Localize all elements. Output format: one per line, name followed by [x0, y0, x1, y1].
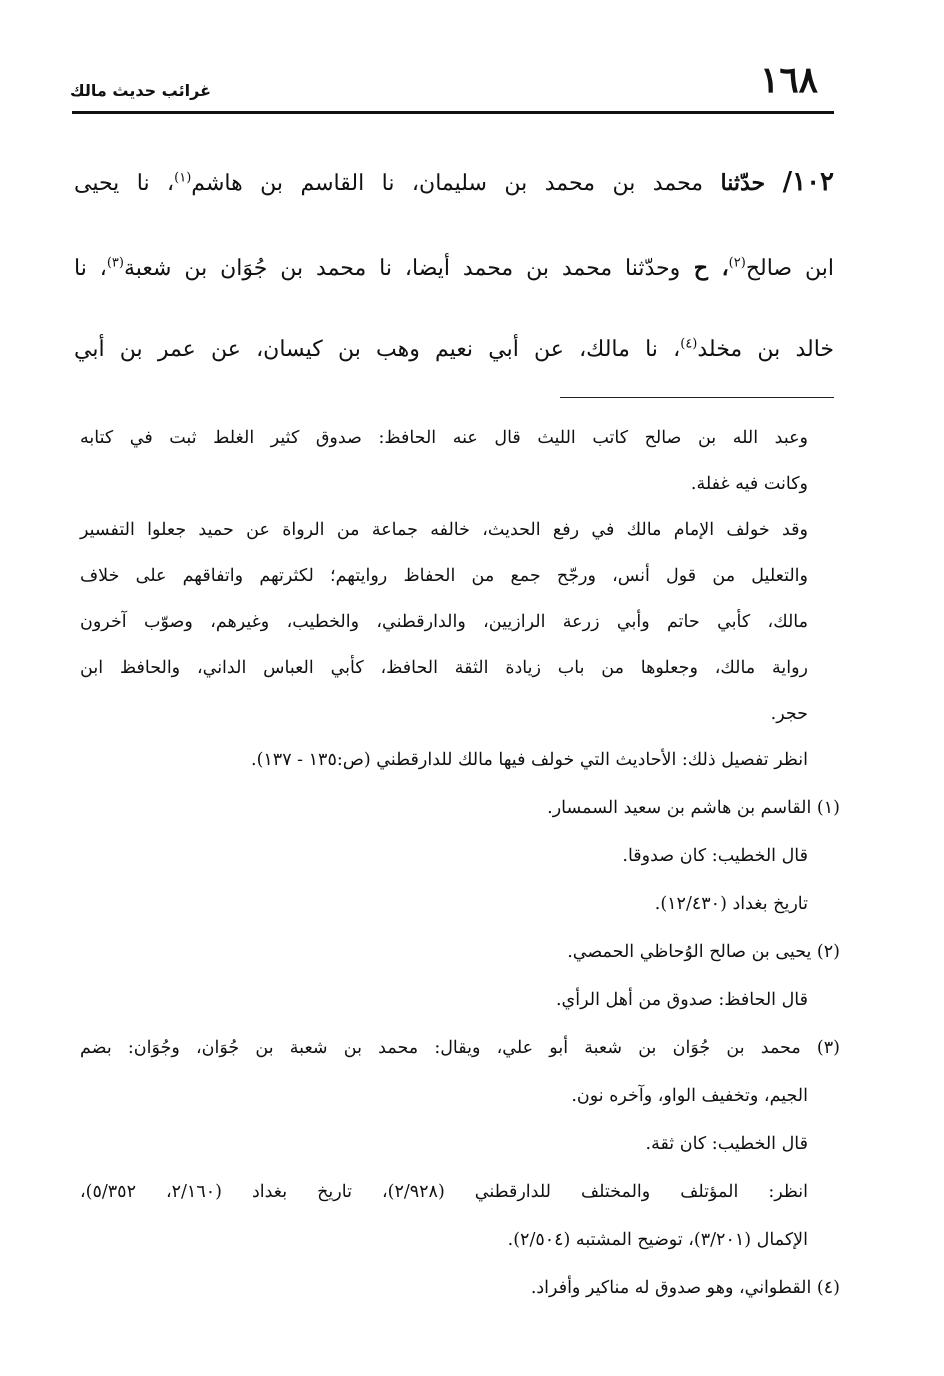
hadith-narration-verb: حدّثنا	[720, 170, 766, 196]
hadith-text: ، نا	[74, 256, 107, 281]
hadith-line-3	[74, 330, 834, 370]
footnote-line: قال الخطيب: كان صدوقا.	[622, 846, 808, 866]
hadith-text: خالد بن مخلد	[697, 337, 834, 362]
footnote-4: (٤) القطواني، وهو صدوق له مناكير وأفراد.	[530, 1278, 840, 1298]
footnote-2: (٢) يحيى بن صالح الوُحاظي الحمصي.	[567, 942, 840, 962]
hadith-text: وحدّثنا محمد بن محمد أيضا، نا محمد بن جُوَان بن شعبة	[123, 256, 681, 281]
footnote-line: الإكمال (٣/٢٠١)، توضيح المشتبه (٢/٥٠٤).	[507, 1230, 808, 1250]
footnote-ref: (٣)	[106, 255, 124, 271]
footnote-line: وكانت فيه غفلة.	[690, 474, 808, 494]
hadith-line-2	[74, 248, 834, 288]
tahwil-mark: ، ح	[680, 255, 729, 281]
footnote-line: انظر تفصيل ذلك: الأحاديث التي خولف فيها مالك للدارقطني (ص:١٣٥ - ١٣٧).	[251, 750, 808, 770]
hadith-text: ، نا مالك، عن أبي نعيم وهب بن كيسان، عن عمر بن أبي	[74, 337, 681, 362]
hadith-text: محمد بن محمد بن سليمان، نا القاسم بن هاشم	[191, 171, 721, 196]
footnote-ref: (٤)	[680, 336, 698, 352]
footnote-line: مالك، كأبي حاتم وأبي زرعة الرازيين، والدارقطني، والخطيب، وغيرهم، وصوّب آخرون	[80, 612, 808, 632]
footnote-line: حجر.	[770, 704, 808, 724]
running-title: غرائب حديث مالك	[70, 81, 211, 100]
hadith-number: ١٠٢/	[782, 167, 835, 197]
footnote-ref: (٢)	[728, 255, 746, 271]
footnote-line: قال الخطيب: كان ثقة.	[645, 1134, 808, 1154]
footnote-line: الجيم، وتخفيف الواو، وآخره نون.	[571, 1086, 808, 1106]
footnote-separator	[560, 397, 834, 398]
footnote-ref: (١)	[174, 170, 192, 186]
header-rule	[72, 111, 834, 114]
footnote-line: وقد خولف الإمام مالك في رفع الحديث، خالفه جماعة من الرواة عن حميد جعلوا التفسير	[80, 520, 808, 540]
hadith-line-1	[74, 162, 834, 202]
footnote-line: وعبد الله بن صالح كاتب الليث قال عنه الحافظ: صدوق كثير الغلط ثبت في كتابه	[80, 428, 808, 448]
page-number: ١٦٨	[759, 59, 818, 101]
footnote-line: انظر: المؤتلف والمختلف للدارقطني (٢/٩٢٨)، تاريخ بغداد (٢/١٦٠، ٥/٣٥٢)،	[80, 1182, 809, 1202]
footnote-1: (١) القاسم بن هاشم بن سعيد السمسار.	[547, 798, 840, 818]
hadith-text: ابن صالح	[745, 256, 834, 281]
footnote-line: والتعليل من قول أنس، ورجّح جمع من الحفاظ روايتهم؛ لكثرتهم واتفاقهم على خلاف	[80, 566, 808, 586]
footnote-line: قال الحافظ: صدوق من أهل الرأي.	[555, 990, 808, 1010]
footnote-line: تاريخ بغداد (١٢/٤٣٠).	[654, 894, 808, 914]
footnote-3: (٣) محمد بن جُوَان بن شعبة أبو علي، ويقال: محمد بن شعبة بن جُوَان، وجُوَان: بضم	[80, 1038, 840, 1058]
hadith-text: ، نا يحيى	[74, 171, 175, 196]
footnote-line: رواية مالك، وجعلوها من باب زيادة الثقة الحافظ، كأبي العباس الداني، والحافظ ابن	[80, 658, 808, 678]
